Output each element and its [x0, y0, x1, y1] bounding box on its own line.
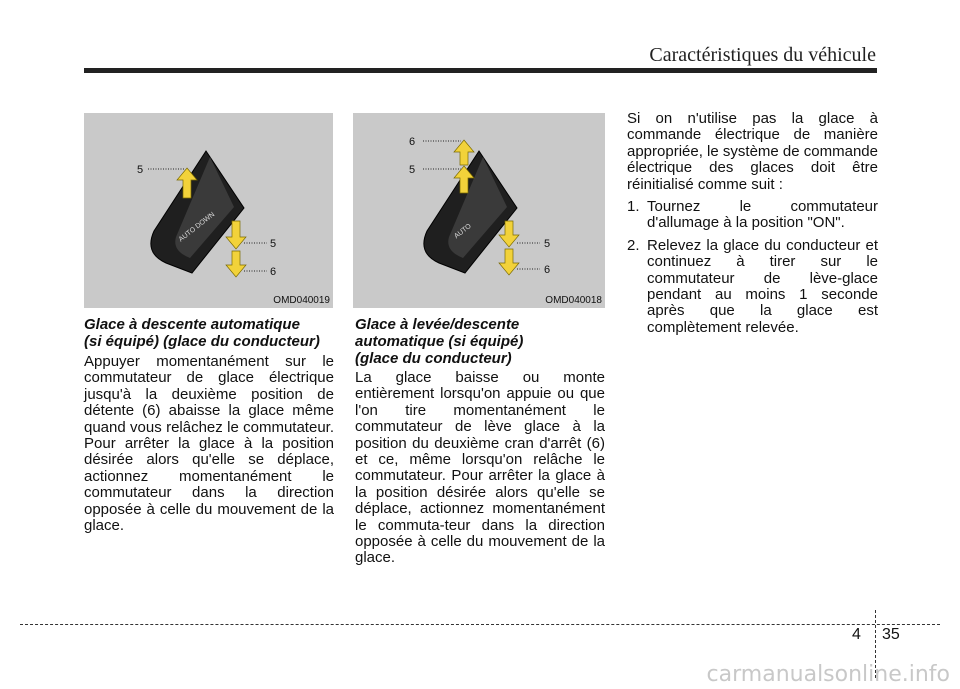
window-switch-illustration-1 [84, 113, 333, 308]
arrow-down-icon [499, 249, 519, 275]
list-text: Tournez le commutateur d'allumage à la position "ON". [647, 198, 878, 232]
figure-code: OMD040018 [545, 295, 602, 306]
list-text: Relevez la glace du conducteur et continuez à tirer sur le commutateur de lève-glace pendant au moins 1 seconde après que la glace est complètement relevée. [647, 236, 878, 336]
switch-label: AUTO [453, 222, 473, 241]
callout-label: 6 [270, 266, 277, 278]
reset-intro: Si on n'utilise pas la glace à commande électrique de manière appropriée, le système de commande électrique des glaces doit être réinitialisé comme suit : [627, 110, 878, 193]
page-header-title: Caractéristiques du véhicule [649, 44, 876, 66]
section-title-auto-up-down [355, 316, 605, 367]
callout-label: 5 [409, 164, 416, 176]
callout-label: 5 [137, 164, 144, 176]
callout-label: 6 [409, 136, 416, 148]
footer-rule [20, 624, 940, 625]
page-number: 35 [882, 626, 900, 643]
arrow-down-icon [226, 251, 246, 277]
chapter-number: 4 [852, 626, 861, 643]
section-title-line: (glace du conducteur) [355, 350, 512, 367]
window-switch-illustration-2 [353, 113, 605, 308]
callout-label: 6 [544, 264, 551, 276]
list-number: 2. [627, 236, 640, 254]
section-title-auto-down [84, 316, 334, 350]
list-item [627, 199, 878, 232]
watermark: carmanualsonline.info [706, 662, 950, 687]
paragraph-auto-up-down: La glace baisse ou monte entièrement lorsqu'on appuie ou que l'on tire momentanément le commutateur de lève glace à la position du deuxième cran d'arrêt (6) et ce, même lorsqu'on relâche le commutateur. Pour arrêter la glace à la position désirée alors qu'elle se déplace, actionnez momentanément le commuta-teur dans la direction opposée à celle du mouvement de la glace. [355, 369, 605, 567]
callout-label: 5 [544, 238, 551, 250]
section-title-line: (si équipé) (glace du conducteur) [84, 333, 320, 350]
figure-auto-down [84, 113, 333, 308]
paragraph-auto-down: Appuyer momentanément sur le commutateur de glace électrique jusqu'à la deuxième position de détente (6) abaisse la glace même quand vous relâchez le commutateur. Pour arrêter la glace à la position désirée alors qu'elle se déplace, actionnez momentanément le commutateur dans la direction opposée à celle du mouvement de la glace. [84, 353, 334, 535]
header-rule [84, 68, 877, 73]
callout-label: 5 [270, 238, 277, 250]
section-title-line: automatique (si équipé) [355, 333, 524, 350]
reset-instructions [627, 111, 878, 336]
section-title-line: Glace à levée/descente [355, 316, 520, 333]
arrow-up-icon [454, 140, 474, 165]
switch-label: AUTO DOWN [177, 211, 217, 244]
figure-auto-up-down [353, 113, 605, 308]
figure-code: OMD040019 [273, 295, 330, 306]
list-number: 1. [627, 198, 640, 216]
section-title-line: Glace à descente automatique [84, 316, 300, 333]
list-item [627, 238, 878, 336]
